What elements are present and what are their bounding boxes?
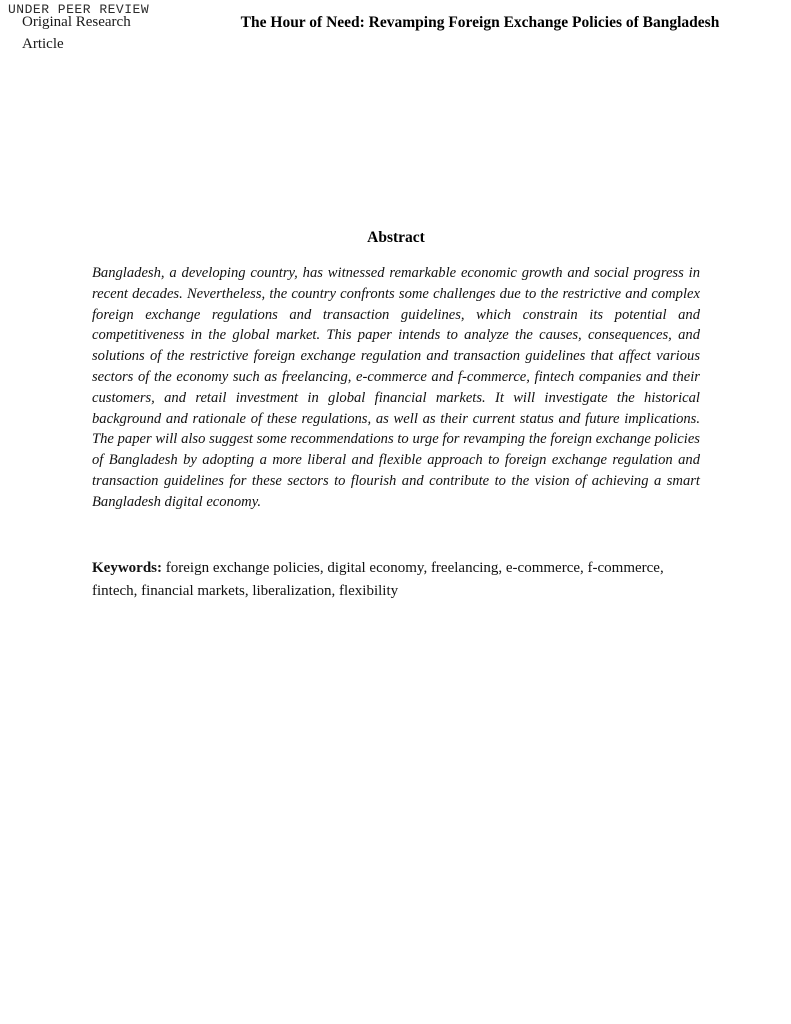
keywords-label: Keywords: xyxy=(92,560,166,576)
abstract-heading: Abstract xyxy=(367,229,425,246)
page-title: The Hour of Need: Revamping Foreign Exchange Policies of Bangladesh xyxy=(240,14,720,31)
abstract-body: Bangladesh, a developing country, has witnessed remarkable economic growth and social progress in recent decades. Nevertheless, the country confronts some challenges due to the restrictive and complex foreign exchange regulations and transaction guidelines, which constrain its potential and competitiveness in the global market. This paper intends to analyze the causes, consequences, and solutions of the restrictive foreign exchange regulation and transaction guidelines that affect various sectors of the economy such as freelancing, e-commerce and f-commerce, fintech companies and their customers, and retail investment in global financial markets. It will investigate the historical background and rationale of these regulations, as well as their current status and future implications. The paper will also suggest some recommendations to urge for revamping the foreign exchange policies of Bangladesh by adopting a more liberal and flexible approach to foreign exchange regulation and transaction guidelines for these sectors to flourish and contribute to the vision of achieving a smart Bangladesh digital economy. xyxy=(92,265,700,510)
article-type-label: Original Research Article xyxy=(22,14,131,52)
keywords-values: foreign exchange policies, digital economy, freelancing, e-commerce, f-commerce, fintech, financial markets, liberalization, flexibility xyxy=(92,560,664,599)
peer-review-watermark: UNDER PEER REVIEW xyxy=(8,2,150,17)
keywords-section xyxy=(92,557,702,602)
